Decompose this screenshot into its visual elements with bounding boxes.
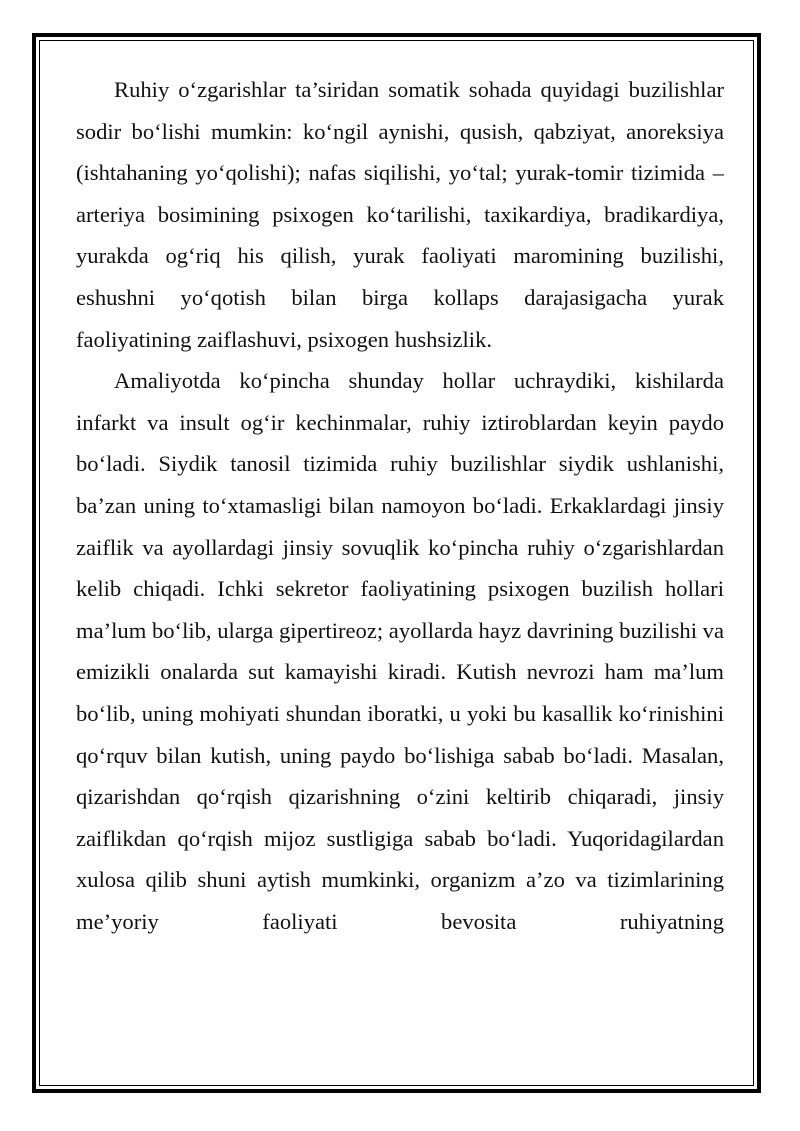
paragraph-1: Ruhiy o‘zgarishlar ta’siridan somatik sohada quyidagi buzilishlar sodir bo‘lishi mumkin: ko‘ngil aynishi, qusish, qabziyat, anoreksiya (ishtahaning yo‘qolishi); nafas siqilishi, yo‘tal; yurak-tomir tizimida – arteriya bosimining psixogen ko‘tarilishi, taxikardiya, bradikardiya, yurakda og‘riq his qilish, yurak faoliyati maromining buzilishi, eshushni yo‘qotish bilan birga kollaps darajasigacha yurak faoliyatining zaiflashuvi, psixogen hushsizlik. xyxy=(76,77,724,352)
page-body xyxy=(76,69,724,1049)
paragraph-2: Amaliyotda ko‘pincha shunday hollar uchraydiki, kishilarda infarkt va insult og‘ir kechinmalar, ruhiy iztiroblardan keyin paydo bo‘ladi. Siydik tanosil tizimida ruhiy buzilishlar siydik ushlanishi, ba’zan uning to‘xtamasligi bilan namoyon bo‘ladi. Erkaklardagi jinsiy zaiflik va ayollardagi jinsiy sovuqlik ko‘pincha ruhiy o‘zgarishlardan kelib chiqadi. Ichki sekretor faoliyatining psixogen buzilish hollari ma’lum bo‘lib, ularga gipertireoz; ayollarda hayz davrining buzilishi va emizikli onalarda sut kamayishi kiradi. Kutish nevrozi ham ma’lum bo‘lib, uning mohiyati shundan iboratki, u yoki bu kasallik ko‘rinishini qo‘rquv bilan kutish, uning paydo bo‘lishiga sabab bo‘ladi. Masalan, qizarishdan qo‘rqish qizarishning o‘zini keltirib chiqaradi, jinsiy zaiflikdan qo‘rqish mijoz sustligiga sabab bo‘ladi. Yuqoridagilardan xulosa qilib shuni aytish mumkinki, organizm a’zo va tizimlarining me’yoriy faoliyati bevosita ruhiyatning xyxy=(76,368,724,934)
